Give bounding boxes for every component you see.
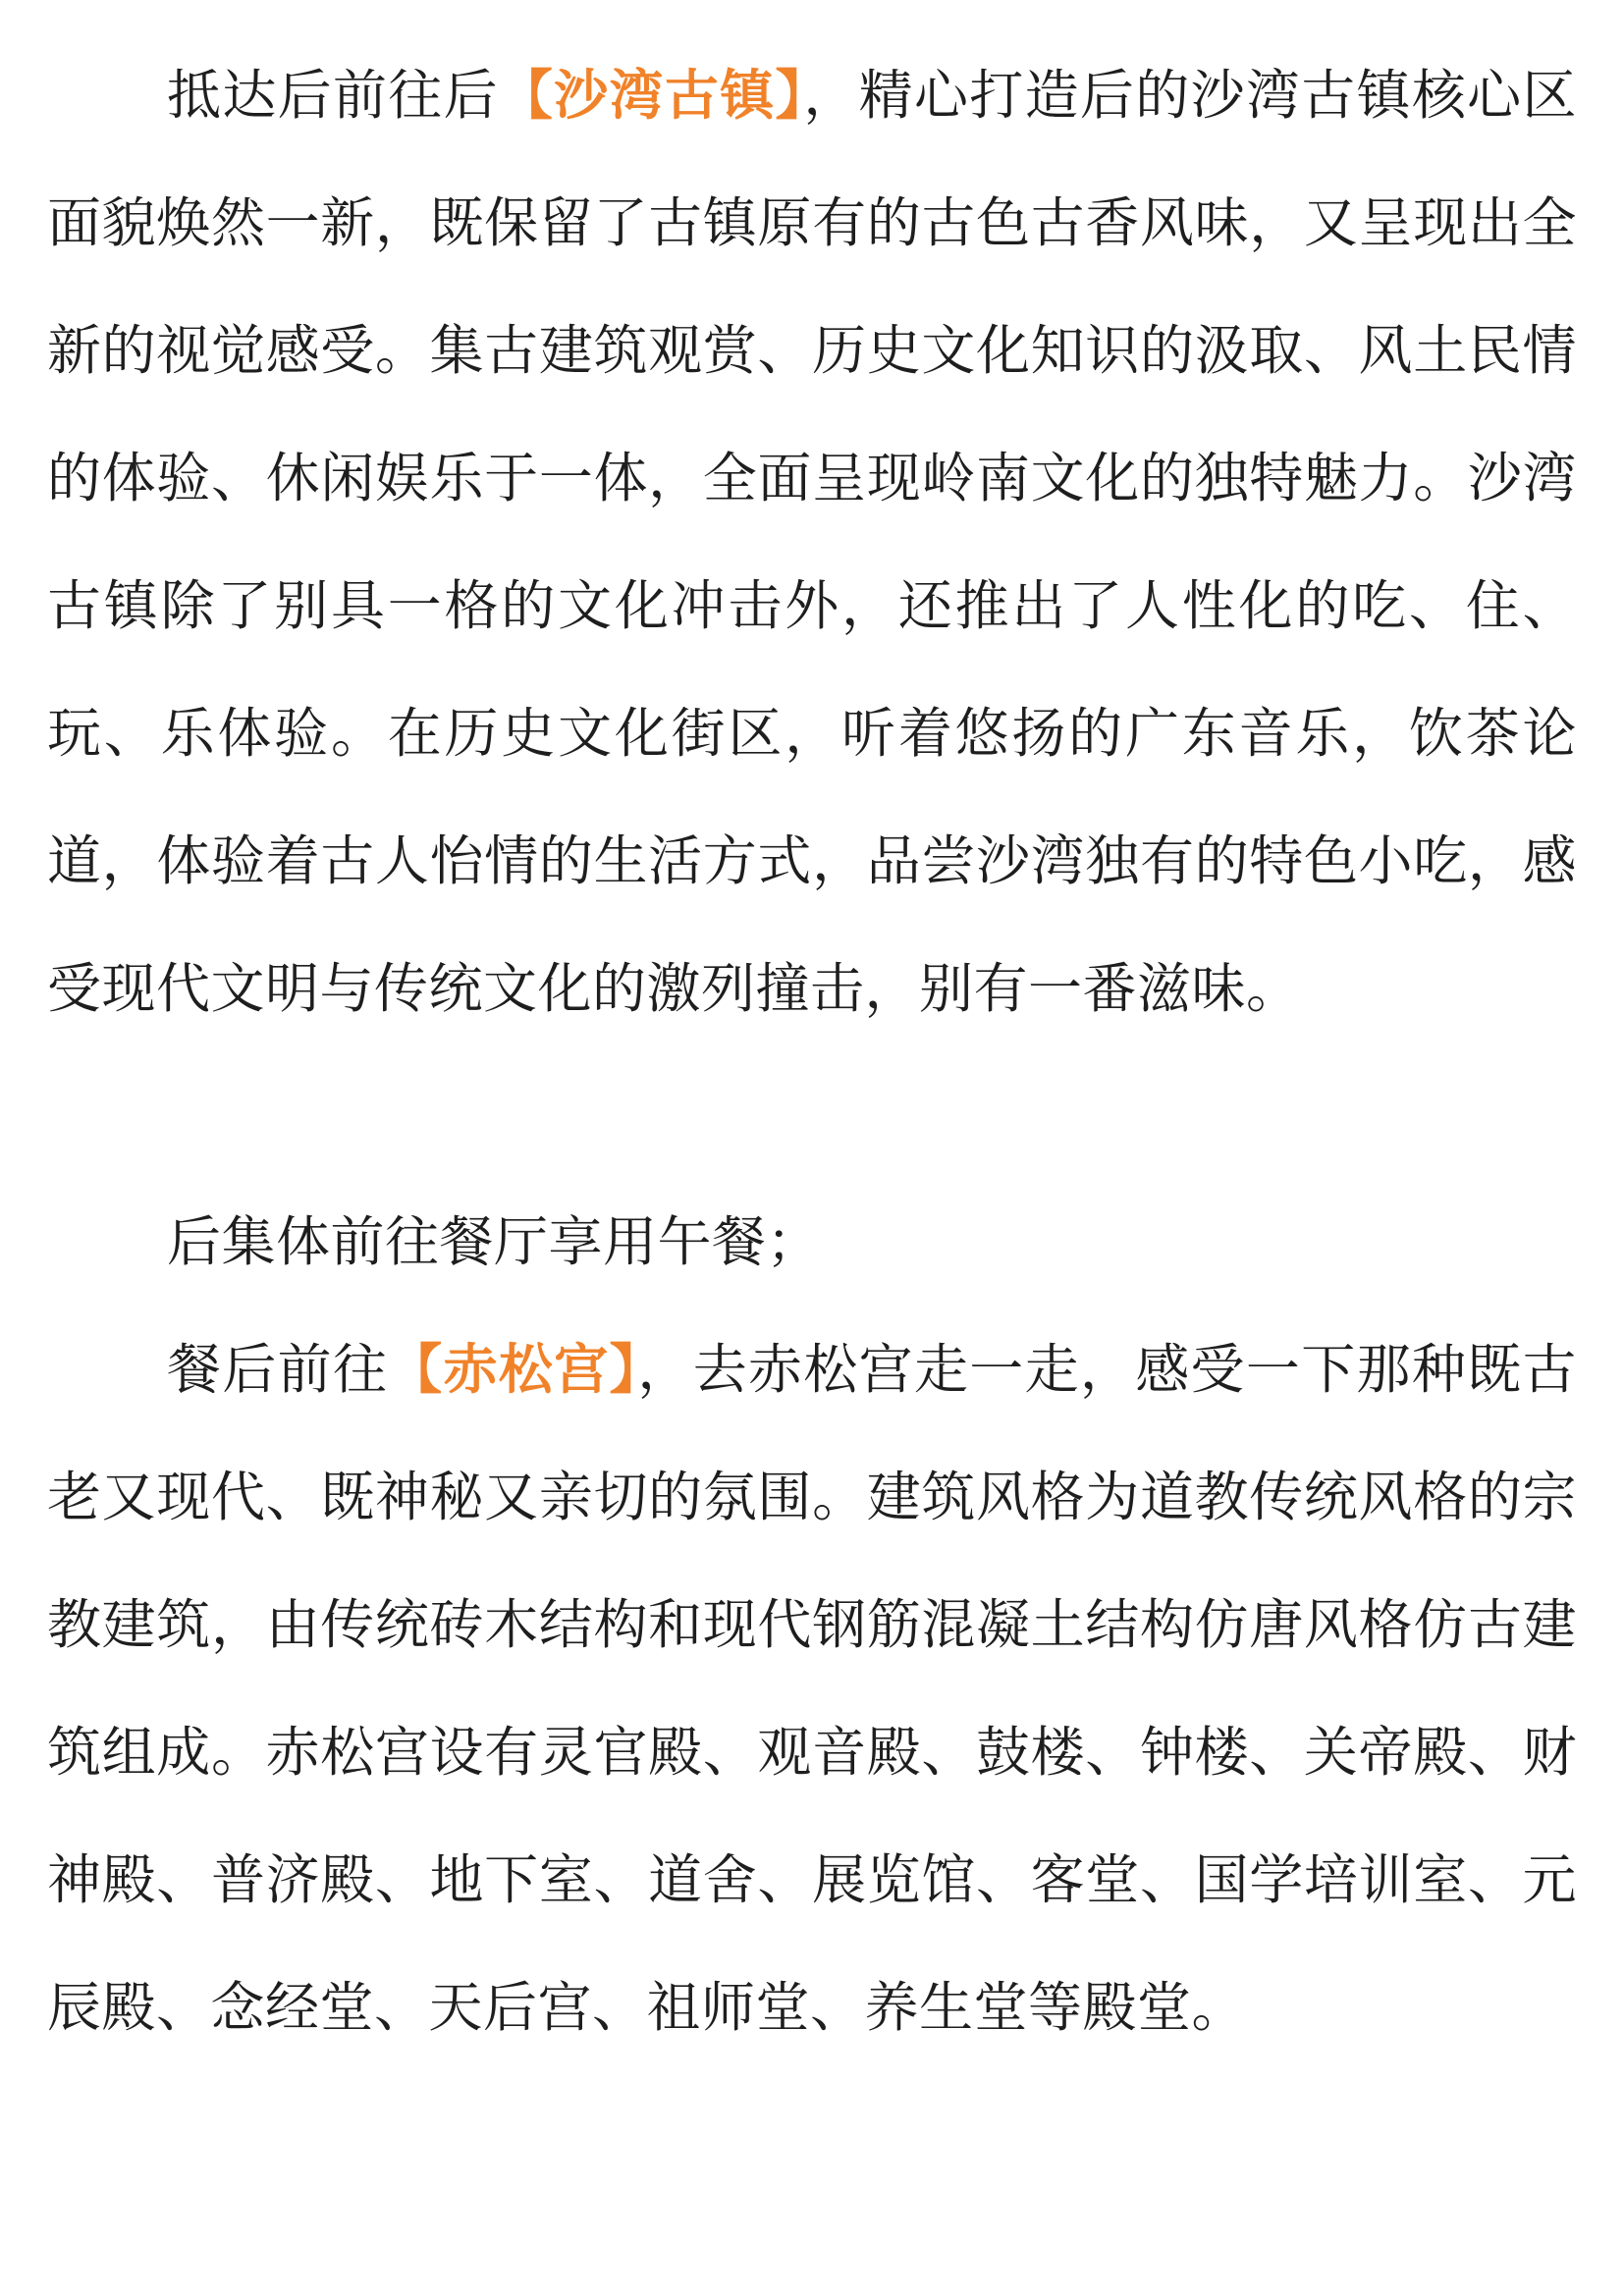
paragraph-shawan-ancient-town <box>47 31 1577 1052</box>
paragraph-body-text: ，精心打造后的沙湾古镇核心区面貌焕然一新，既保留了古镇原有的古色古香风味，又呈现出全新的视觉感受。集古建筑观赏、历史文化知识的汲取、风土民情的体验、休闲娱乐于一体，全面呈现岭南文化的独特魅力。沙湾古镇除了别具一格的文化冲击外，还推出了人性化的吃、住、玩、乐体验。在历史文化街区，听着悠扬的广东音乐，饮茶论道，体验着古人怡情的生活方式，品尝沙湾独有的特色小吃，感受现代文明与传统文化的激列撞击，别有一番滋味。 <box>47 64 1577 1020</box>
highlight-chisong-palace: 【赤松宫】 <box>388 1338 638 1401</box>
highlight-shawan-ancient-town: 【沙湾古镇】 <box>498 64 804 127</box>
paragraph-body-text: 后集体前往餐厅享用午餐； <box>167 1210 822 1273</box>
paragraph-lead-text: 餐后前往 <box>167 1338 389 1401</box>
paragraph-lunch <box>47 1178 1577 1306</box>
paragraph-body-text: ，去赤松宫走一走，感受一下那种既古老又现代、既神秘又亲切的氛围。建筑风格为道教传统风格的宗教建筑，由传统砖木结构和现代钢筋混凝土结构仿唐风格仿古建筑组成。赤松宫设有灵官殿、观音殿、鼓楼、钟楼、关帝殿、财神殿、普济殿、地下室、道舍、展览馆、客堂、国学培训室、元辰殿、念经堂、天后宫、祖师堂、养生堂等殿堂。 <box>47 1338 1577 2039</box>
paragraph-chisong-palace <box>47 1306 1577 2071</box>
paragraph-lead-text: 抵达后前往后 <box>167 64 499 127</box>
